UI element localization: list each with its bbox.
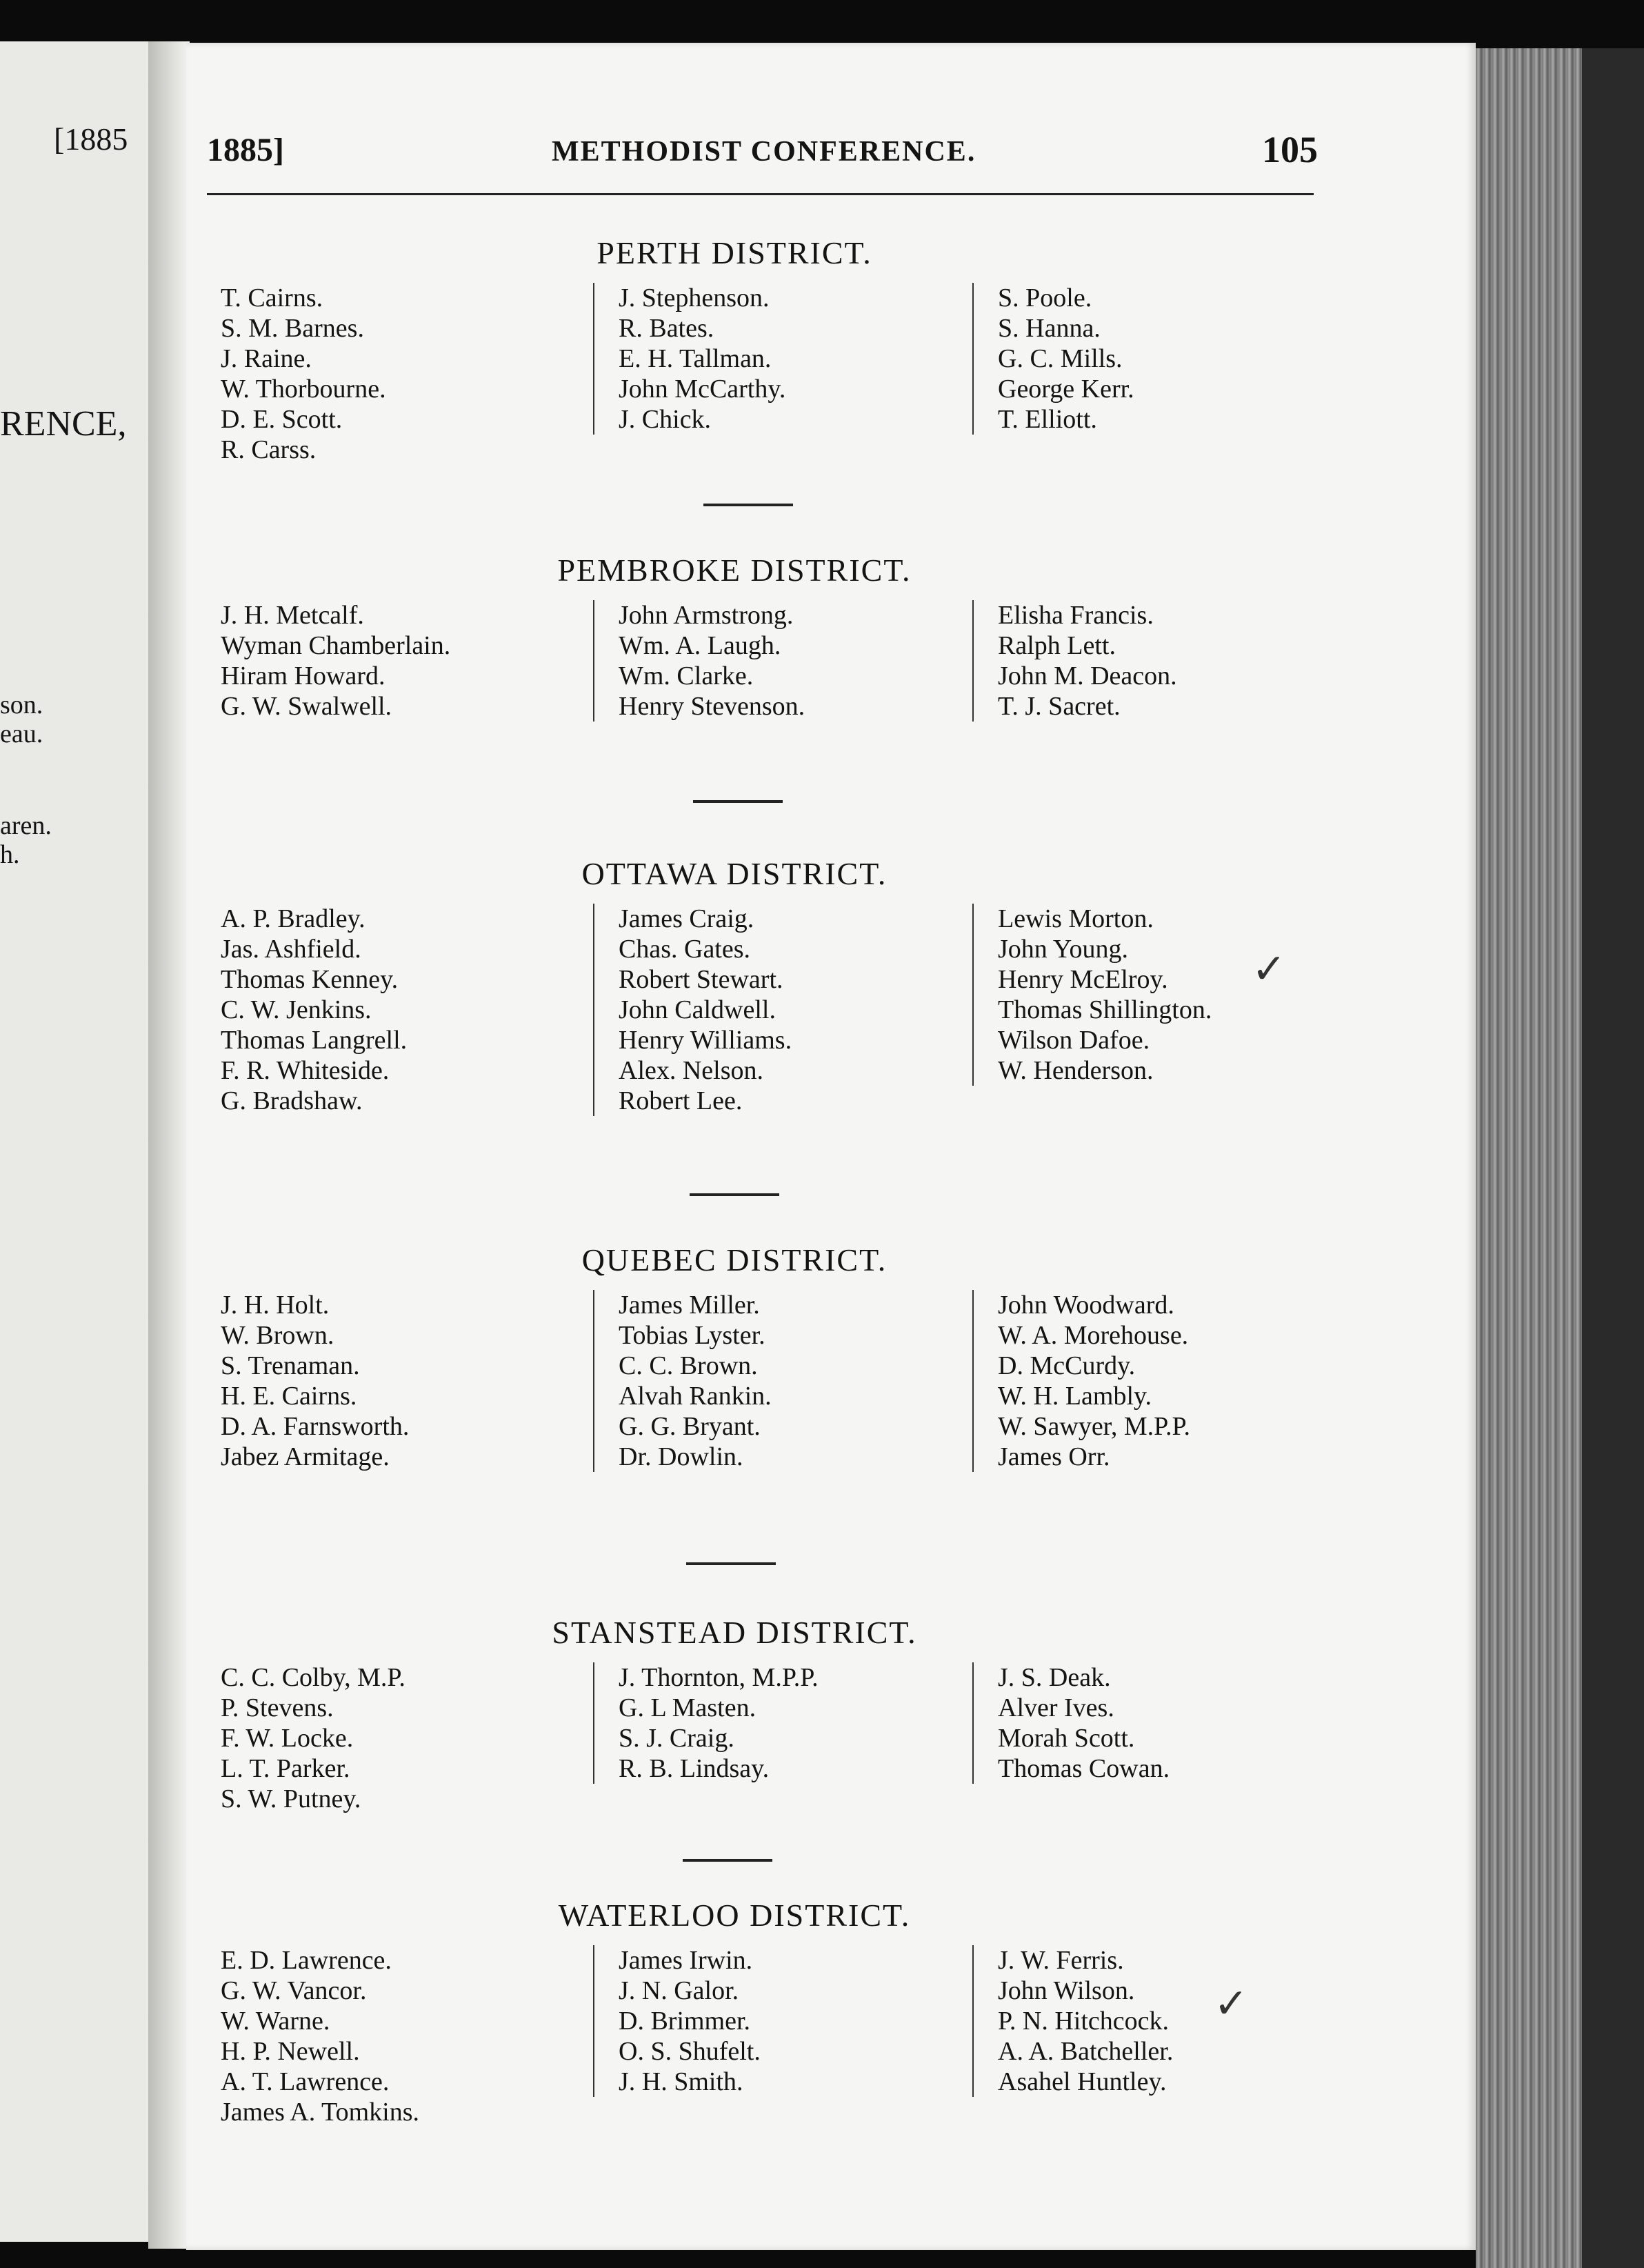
- page-number: 105: [1262, 129, 1318, 170]
- member-name: S. Hanna.: [998, 314, 1101, 343]
- member-name: J. H. Smith.: [619, 2067, 743, 2096]
- member-name: James Orr.: [998, 1442, 1110, 1471]
- member-name: G. Bradshaw.: [221, 1086, 363, 1115]
- member-name: G. W. Swalwell.: [221, 692, 392, 721]
- name-column: [221, 1662, 405, 1814]
- name-column: [972, 283, 1134, 435]
- district-heading: OTTAWA DISTRICT.: [581, 856, 888, 891]
- member-name: J. Chick.: [619, 405, 712, 434]
- member-name: John Woodward.: [998, 1291, 1174, 1320]
- member-name: James A. Tomkins.: [221, 2098, 419, 2127]
- member-name: R. Bates.: [619, 314, 714, 343]
- member-name: T. J. Sacret.: [998, 692, 1121, 721]
- member-name: W. Thorbourne.: [221, 375, 386, 404]
- member-name: Alex. Nelson.: [619, 1056, 764, 1085]
- section-separator: [683, 1859, 772, 1862]
- member-name: S. Poole.: [998, 284, 1092, 312]
- member-name: Wilson Dafoe.: [998, 1026, 1150, 1055]
- name-column: [593, 283, 785, 435]
- member-name: James Miller.: [619, 1291, 760, 1320]
- member-name: W. Brown.: [221, 1321, 334, 1350]
- member-name: L. T. Parker.: [221, 1754, 350, 1783]
- member-name: R. B. Lindsay.: [619, 1754, 770, 1783]
- district-heading: PERTH DISTRICT.: [597, 235, 872, 270]
- member-name: J. S. Deak.: [998, 1663, 1111, 1692]
- member-name: Hiram Howard.: [221, 662, 385, 690]
- member-name: J. H. Metcalf.: [221, 601, 364, 630]
- member-name: Tobias Lyster.: [619, 1321, 765, 1350]
- member-name: Thomas Langrell.: [221, 1026, 408, 1055]
- district-columns: [200, 1662, 1269, 1842]
- member-name: W. Sawyer, M.P.P.: [998, 1412, 1190, 1441]
- member-name: Elisha Francis.: [998, 601, 1154, 630]
- member-name: Alvah Rankin.: [619, 1382, 772, 1411]
- member-name: John McCarthy.: [619, 375, 786, 404]
- member-name: Chas. Gates.: [619, 935, 751, 964]
- pencil-check-mark: ✓: [1252, 946, 1287, 992]
- member-name: James Craig.: [619, 904, 754, 933]
- member-name: W. Warne.: [221, 2007, 330, 2036]
- member-name: D. Brimmer.: [619, 2007, 751, 2036]
- member-name: W. A. Morehouse.: [998, 1321, 1189, 1350]
- member-name: Jas. Ashfield.: [221, 935, 361, 964]
- member-name: F. W. Locke.: [221, 1724, 354, 1753]
- header-rule: [207, 193, 1314, 195]
- district-block: [200, 1242, 1269, 1469]
- district-columns: [200, 1290, 1269, 1469]
- member-name: J. Raine.: [221, 344, 312, 373]
- district-block: [200, 1897, 1269, 2125]
- left-page-fragment: h.: [0, 840, 20, 869]
- left-page-fragment: aren.: [0, 811, 52, 840]
- member-name: James Irwin.: [619, 1946, 753, 1975]
- member-name: Lewis Morton.: [998, 904, 1154, 933]
- member-name: O. S. Shufelt.: [619, 2037, 761, 2066]
- member-name: E. D. Lawrence.: [221, 1946, 392, 1975]
- member-name: Morah Scott.: [998, 1724, 1135, 1753]
- member-name: A. T. Lawrence.: [221, 2067, 390, 2096]
- district-columns: [200, 1945, 1269, 2125]
- member-name: Robert Stewart.: [619, 965, 783, 994]
- member-name: Wm. Clarke.: [619, 662, 754, 690]
- member-name: Jabez Armitage.: [221, 1442, 390, 1471]
- left-page-header-fragment: [1885: [54, 121, 128, 157]
- member-name: George Kerr.: [998, 375, 1134, 404]
- member-name: T. Elliott.: [998, 405, 1097, 434]
- member-name: Ralph Lett.: [998, 631, 1116, 660]
- name-column: [221, 1945, 419, 2127]
- name-column: [593, 1945, 761, 2097]
- member-name: H. P. Newell.: [221, 2037, 360, 2066]
- name-column: [221, 600, 450, 722]
- member-name: G. L Masten.: [619, 1693, 756, 1722]
- member-name: John Wilson.: [998, 1976, 1135, 2005]
- district-columns: [200, 283, 1269, 462]
- running-head: [207, 124, 1318, 179]
- member-name: Thomas Cowan.: [998, 1754, 1170, 1783]
- left-page-fragment: son.: [0, 690, 43, 719]
- member-name: John Armstrong.: [619, 601, 794, 630]
- member-name: G. G. Bryant.: [619, 1412, 761, 1441]
- member-name: Robert Lee.: [619, 1086, 743, 1115]
- member-name: Henry Williams.: [619, 1026, 792, 1055]
- name-column: [221, 1290, 409, 1472]
- district-heading: STANSTEAD DISTRICT.: [552, 1615, 917, 1650]
- member-name: W. H. Lambly.: [998, 1382, 1152, 1411]
- member-name: Dr. Dowlin.: [619, 1442, 743, 1471]
- member-name: P. Stevens.: [221, 1693, 334, 1722]
- name-column: [593, 1290, 772, 1472]
- member-name: Wyman Chamberlain.: [221, 631, 451, 660]
- section-separator: [686, 1562, 776, 1565]
- member-name: John M. Deacon.: [998, 662, 1177, 690]
- district-block: [200, 552, 1269, 779]
- header-year: 1885]: [207, 132, 284, 168]
- member-name: J. H. Holt.: [221, 1291, 330, 1320]
- member-name: D. E. Scott.: [221, 405, 343, 434]
- member-name: A. P. Bradley.: [221, 904, 365, 933]
- name-column: [593, 600, 805, 722]
- member-name: T. Cairns.: [221, 284, 323, 312]
- member-name: C. C. Colby, M.P.: [221, 1663, 405, 1692]
- member-name: Wm. A. Laugh.: [619, 631, 781, 660]
- name-column: [972, 600, 1177, 722]
- member-name: J. Thornton, M.P.P.: [619, 1663, 819, 1692]
- section-separator: [703, 504, 793, 506]
- name-column: [593, 1662, 819, 1784]
- member-name: Thomas Kenney.: [221, 965, 399, 994]
- left-page-fragment: eau.: [0, 719, 43, 748]
- member-name: P. N. Hitchcock.: [998, 2007, 1170, 2036]
- member-name: J. W. Ferris.: [998, 1946, 1124, 1975]
- district-block: [200, 855, 1269, 1115]
- member-name: A. A. Batcheller.: [998, 2037, 1174, 2066]
- name-column: [972, 1945, 1173, 2097]
- member-name: S. J. Craig.: [619, 1724, 734, 1753]
- left-page-title-fragment: RENCE,: [0, 404, 127, 444]
- name-column: [972, 1290, 1190, 1472]
- member-name: H. E. Cairns.: [221, 1382, 357, 1411]
- header-title: METHODIST CONFERENCE.: [552, 136, 976, 168]
- member-name: D. McCurdy.: [998, 1351, 1136, 1380]
- member-name: John Caldwell.: [619, 995, 776, 1024]
- book-gutter: [148, 41, 190, 2249]
- name-column: [221, 904, 407, 1116]
- district-heading: WATERLOO DISTRICT.: [558, 1898, 911, 1933]
- member-name: J. N. Galor.: [619, 1976, 739, 2005]
- name-column: [593, 904, 792, 1116]
- member-name: S. Trenaman.: [221, 1351, 360, 1380]
- member-name: J. Stephenson.: [619, 284, 770, 312]
- member-name: S. W. Putney.: [221, 1784, 361, 1813]
- member-name: D. A. Farnsworth.: [221, 1412, 410, 1441]
- district-block: [200, 1614, 1269, 1842]
- member-name: F. R. Whiteside.: [221, 1056, 390, 1085]
- member-name: W. Henderson.: [998, 1056, 1154, 1085]
- district-heading: PEMBROKE DISTRICT.: [557, 553, 912, 588]
- name-column: [221, 283, 386, 465]
- member-name: G. W. Vancor.: [221, 1976, 367, 2005]
- member-name: Thomas Shillington.: [998, 995, 1212, 1024]
- member-name: E. H. Tallman.: [619, 344, 772, 373]
- member-name: G. C. Mills.: [998, 344, 1123, 373]
- district-columns: [200, 600, 1269, 779]
- left-page: [0, 41, 155, 2242]
- name-column: [972, 904, 1212, 1086]
- section-separator: [690, 1193, 779, 1196]
- name-column: [972, 1662, 1170, 1784]
- member-name: Alver Ives.: [998, 1693, 1114, 1722]
- pencil-check-mark: ✓: [1214, 1981, 1249, 2027]
- member-name: Asahel Huntley.: [998, 2067, 1167, 2096]
- section-separator: [693, 800, 783, 803]
- member-name: R. Carss.: [221, 435, 317, 464]
- district-columns: [200, 904, 1269, 1115]
- district-heading: QUEBEC DISTRICT.: [581, 1242, 888, 1277]
- member-name: S. M. Barnes.: [221, 314, 364, 343]
- member-name: Henry Stevenson.: [619, 692, 805, 721]
- member-name: Henry McElroy.: [998, 965, 1168, 994]
- page-edges: [1476, 48, 1644, 2268]
- member-name: C. C. Brown.: [619, 1351, 758, 1380]
- member-name: John Young.: [998, 935, 1129, 964]
- district-block: [200, 235, 1269, 462]
- member-name: C. W. Jenkins.: [221, 995, 372, 1024]
